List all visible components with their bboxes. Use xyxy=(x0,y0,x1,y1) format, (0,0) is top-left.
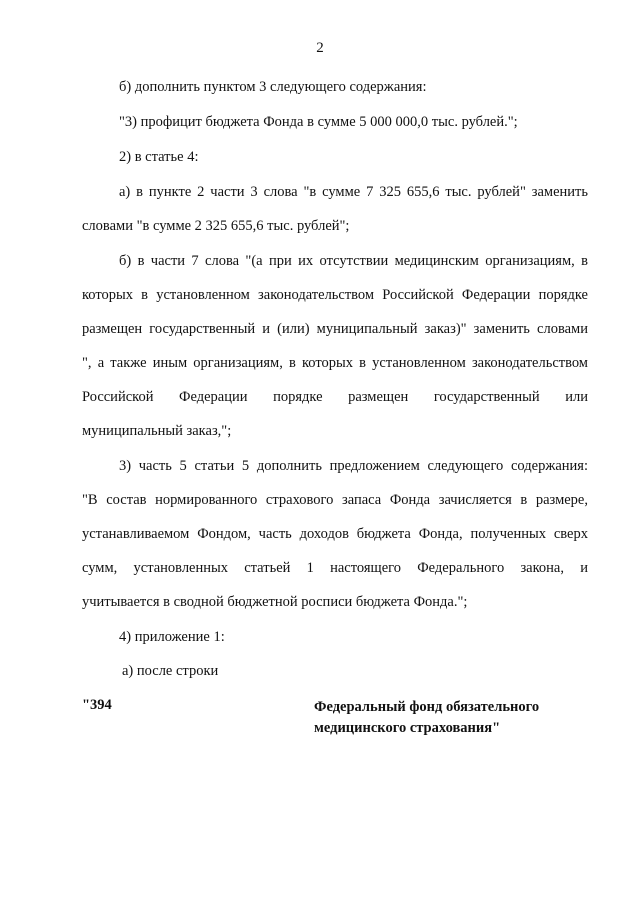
paragraph-line: 3) часть 5 статьи 5 дополнить предложением следующего содержания: xyxy=(119,458,588,474)
paragraph-line: "3) профицит бюджета Фонда в сумме 5 000 000,0 тыс. рублей."; xyxy=(119,114,518,130)
paragraph-line: "В состав нормированного страхового запаса Фонда зачисляется в размере, xyxy=(82,492,588,508)
paragraph-line: размещен государственный и (или) муниципальный заказ)" заменить словами xyxy=(82,321,588,337)
table-row-code: "394 xyxy=(82,697,112,713)
paragraph-line: б) дополнить пунктом 3 следующего содержания: xyxy=(119,79,427,95)
paragraph-line: 2) в статье 4: xyxy=(119,149,199,165)
paragraph-line: устанавливаемом Фондом, часть доходов бюджета Фонда, полученных сверх xyxy=(82,526,588,542)
paragraph-line: Российской Федерации порядке размещен государственный или xyxy=(82,389,588,405)
paragraph-line: а) в пункте 2 части 3 слова "в сумме 7 325 655,6 тыс. рублей" заменить xyxy=(119,184,588,200)
paragraph-line: сумм, установленных статьей 1 настоящего Федерального закона, и xyxy=(82,560,588,576)
paragraph-line: б) в части 7 слова "(а при их отсутствии медицинским организациям, в xyxy=(119,253,588,269)
table-row-organization xyxy=(314,697,539,739)
paragraph-line: которых в установленном законодательством Российской Федерации порядке xyxy=(82,287,588,303)
paragraph-line: а) после строки xyxy=(122,663,219,679)
paragraph-line: словами "в сумме 2 325 655,6 тыс. рублей"; xyxy=(82,218,350,234)
paragraph-line: 4) приложение 1: xyxy=(119,629,225,645)
organization-line: медицинского страхования" xyxy=(314,720,501,736)
organization-line: Федеральный фонд обязательного xyxy=(314,699,540,715)
paragraph-line: муниципальный заказ,"; xyxy=(82,423,232,439)
paragraph-line: учитывается в сводной бюджетной росписи бюджета Фонда."; xyxy=(82,594,468,610)
paragraph-line: ", а также иным организациям, в которых в установленном законодательством xyxy=(82,355,588,371)
page-number: 2 xyxy=(316,40,324,56)
